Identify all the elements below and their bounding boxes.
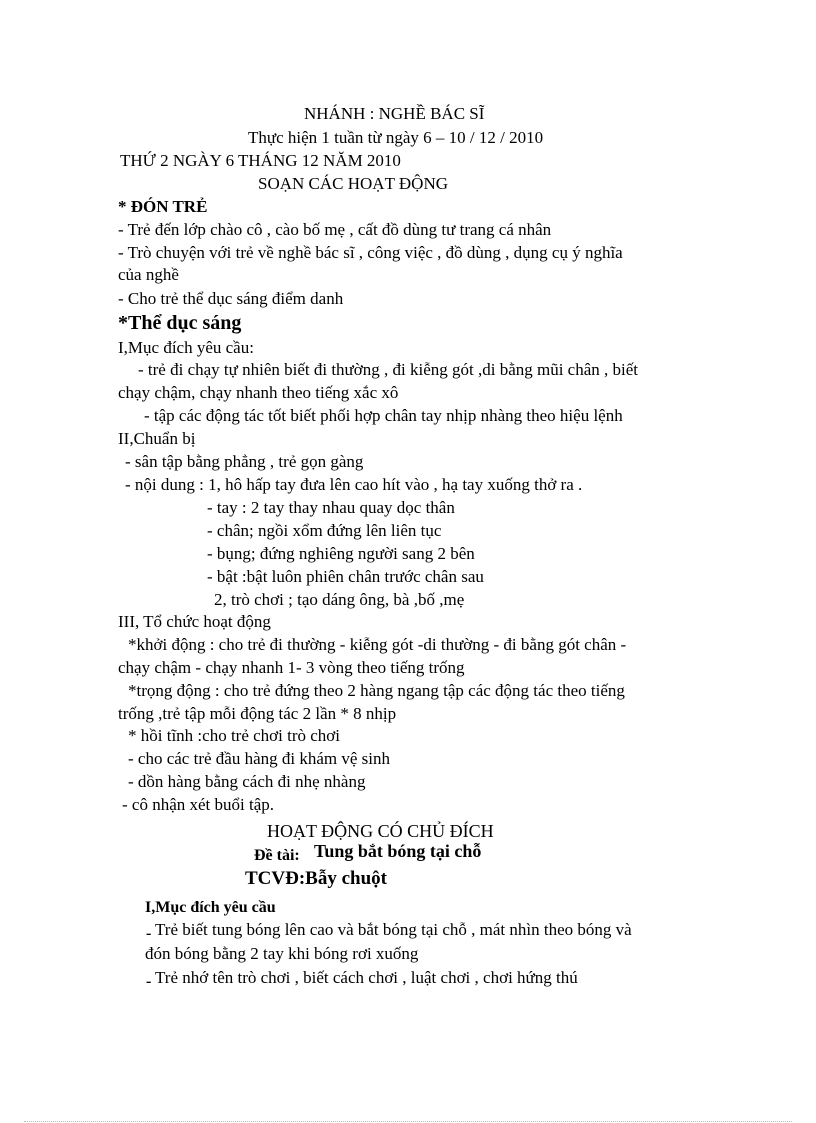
activity-purpose-line: Trẻ nhớ tên trò chơi , biết cách chơi , luật chơi , chơi hứng thú — [155, 968, 578, 987]
topic-label: Đề tài: — [254, 847, 300, 864]
plan-title: SOẠN CÁC HOẠT ĐỘNG — [258, 174, 449, 193]
focused-activity-heading: HOẠT ĐỘNG CÓ CHỦ ĐÍCH — [267, 821, 494, 841]
activity-purpose-line: Trẻ biết tung bóng lên cao và bắt bóng tại chỗ , mát nhìn theo bóng và — [155, 920, 632, 939]
morning-purpose-line: chạy chậm, chạy nhanh theo tiếng xắc xô — [118, 383, 399, 402]
prep-line: - bật :bật luôn phiên chân trước chân sau — [207, 567, 484, 586]
topic-value: Tung bắt bóng tại chỗ — [314, 841, 482, 861]
prep-line: - sân tập bằng phẳng , trẻ gọn gàng — [125, 452, 364, 471]
morning-purpose-line: - tập các động tác tốt biết phối hợp chân tay nhịp nhàng theo hiệu lệnh — [144, 406, 623, 425]
activity-purpose-heading: I,Mục đích yêu cầu — [145, 899, 276, 916]
prep-heading: II,Chuẩn bị — [118, 429, 196, 448]
bullet-dash: - — [146, 973, 152, 990]
prep-line: - nội dung : 1, hô hấp tay đưa lên cao hít vào , hạ tay xuống thở ra . — [125, 475, 583, 494]
morning-purpose-line: - trẻ đi chạy tự nhiên biết đi thường , đi kiễng gót ,di bằng mũi chân , biết — [138, 360, 639, 379]
branch-title: NHÁNH : NGHỀ BÁC SĨ — [304, 104, 485, 123]
org-line: chạy chậm - chạy nhanh 1- 3 vòng theo tiếng trống — [118, 658, 465, 677]
bullet-dash: - — [146, 925, 152, 942]
morning-purpose-heading: I,Mục đích yêu cầu: — [118, 338, 254, 357]
org-line: trống ,trẻ tập mỗi động tác 2 lần * 8 nhịp — [118, 704, 397, 723]
game-title: TCVĐ:Bẫy chuột — [245, 868, 387, 889]
prep-line: 2, trò chơi ; tạo dáng ông, bà ,bố ,mẹ — [214, 590, 465, 609]
welcome-line: - Trẻ đến lớp chào cô , cào bố mẹ , cất đồ dùng tư trang cá nhân — [118, 220, 552, 239]
org-line: - cô nhận xét buổi tập. — [122, 795, 275, 814]
activity-purpose-line: đón bóng bằng 2 tay khi bóng rơi xuống — [145, 944, 419, 963]
org-line: - dồn hàng bằng cách đi nhẹ nhàng — [128, 772, 366, 791]
welcome-line: - Cho trẻ thể dục sáng điểm danh — [118, 289, 344, 308]
morning-exercise-heading: *Thể dục sáng — [118, 312, 242, 334]
prep-line: - chân; ngồi xổm đứng lên liên tục — [207, 521, 442, 540]
welcome-line: của nghề — [118, 265, 179, 284]
page-bottom-rule — [24, 1121, 792, 1122]
welcome-line: - Trò chuyện với trẻ về nghề bác sĩ , công việc , đồ dùng , dụng cụ ý nghĩa — [118, 243, 623, 262]
day-line: THỨ 2 NGÀY 6 THÁNG 12 NĂM 2010 — [120, 151, 401, 170]
org-heading: III, Tổ chức hoạt động — [118, 612, 271, 631]
org-line: - cho các trẻ đầu hàng đi khám vệ sinh — [128, 749, 390, 768]
org-line: * hồi tĩnh :cho trẻ chơi trò chơi — [128, 726, 341, 745]
prep-line: - bụng; đứng nghiêng người sang 2 bên — [207, 544, 475, 563]
duration-line: Thực hiện 1 tuần từ ngày 6 – 10 / 12 / 2010 — [248, 128, 544, 147]
org-line: *trọng động : cho trẻ đứng theo 2 hàng ngang tập các động tác theo tiếng — [128, 681, 625, 700]
prep-line: - tay : 2 tay thay nhau quay dọc thân — [207, 498, 455, 517]
welcome-heading: * ĐÓN TRẺ — [118, 197, 208, 216]
org-line: *khởi động : cho trẻ đi thường - kiễng gót -di thường - đi bằng gót chân - — [128, 635, 627, 654]
